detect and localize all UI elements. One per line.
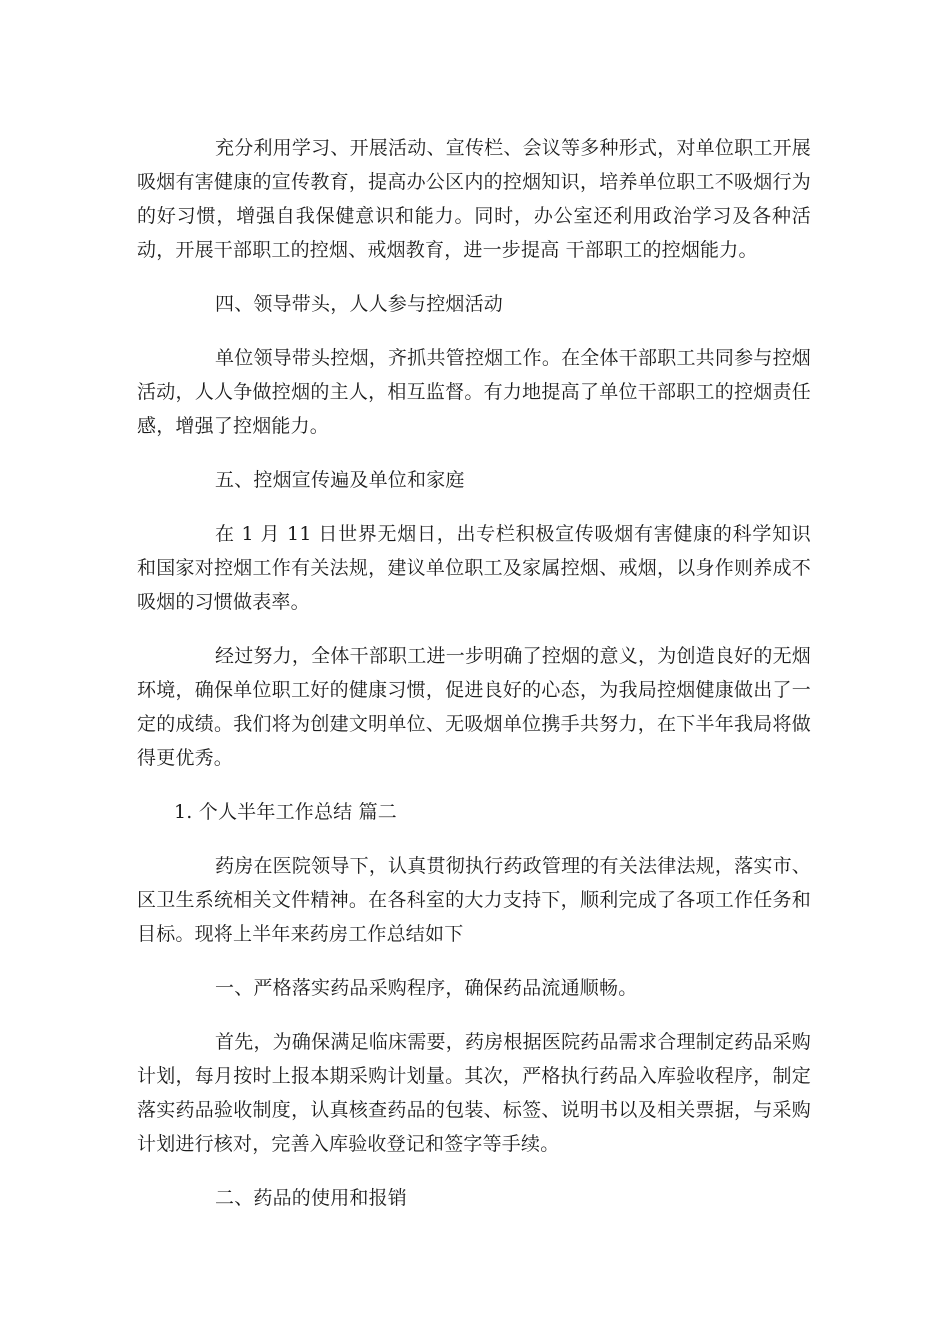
heading-drug-procurement: 一、严格落实药品采购程序，确保药品流通顺畅。	[215, 977, 638, 999]
paragraph-no-tobacco-day: 在 1 月 11 日世界无烟日，出专栏积极宣传吸烟有害健康的科学知识和国家对控烟工作有关法规，建议单位职工及家属控烟、戒烟，以身作则养成不吸烟的习惯做表率。	[137, 523, 811, 613]
heading-drug-usage: 二、药品的使用和报销	[215, 1187, 408, 1209]
paragraph-publicity-education: 充分利用学习、开展活动、宣传栏、会议等多种形式，对单位职工开展吸烟有害健康的宣传教育，提高办公区内的控烟知识，培养单位职工不吸烟行为的好习惯，增强自我保健意识和能力。同时，办公室还利用政治学习及各种活动，开展干部职工的控烟、戒烟教育，进一步提高 干部职工的控烟能力。	[137, 137, 811, 261]
section-title-part-two: 1. 个人半年工作总结 篇二	[174, 801, 398, 823]
paragraph-conclusion: 经过努力，全体干部职工进一步明确了控烟的意义，为创造良好的无烟环境，确保单位职工好的健康习惯，促进良好的心态，为我局控烟健康做出了一定的成绩。我们将为创建文明单位、无吸烟单位携手共努力，在下半年我局将做得更优秀。	[137, 645, 811, 769]
paragraph-drug-procurement: 首先，为确保满足临床需要，药房根据医院药品需求合理制定药品采购计划，每月按时上报本期采购计划量。其次，严格执行药品入库验收程序，制定落实药品验收制度，认真核查药品的包装、标签、说明书以及相关票据，与采购计划进行核对，完善入库验收登记和签字等手续。	[137, 1031, 811, 1155]
document-body	[137, 131, 811, 1235]
paragraph-pharmacy-intro: 药房在医院领导下，认真贯彻执行药政管理的有关法律法规，落实市、区卫生系统相关文件精神。在各科室的大力支持下，顺利完成了各项工作任务和目标。现将上半年来药房工作总结如下	[137, 855, 811, 945]
paragraph-leaders-lead: 单位领导带头控烟，齐抓共管控烟工作。在全体干部职工共同参与控烟活动，人人争做控烟的主人，相互监督。有力地提高了单位干部职工的控烟责任感，增强了控烟能力。	[137, 347, 811, 437]
heading-leaders-lead: 四、领导带头，人人参与控烟活动	[215, 293, 504, 315]
heading-publicity-home: 五、控烟宣传遍及单位和家庭	[215, 469, 465, 491]
